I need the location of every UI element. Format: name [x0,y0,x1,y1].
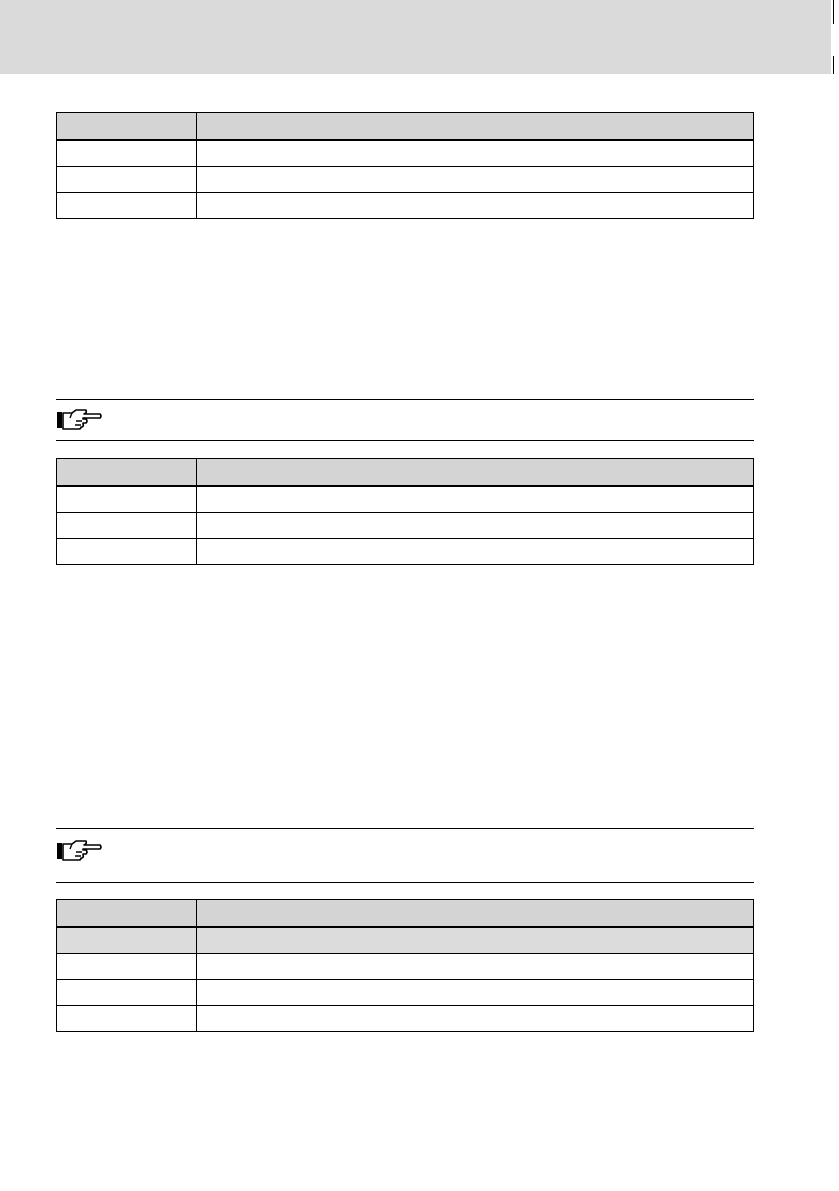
table-header-row [57,459,754,487]
table-header-cell [197,113,754,141]
table-header-row [57,113,754,141]
table-header-row [57,900,754,928]
table-cell [197,513,754,539]
table-row [57,167,754,193]
table-header-cell [197,900,754,928]
table-row [57,140,754,167]
table-row [57,980,754,1006]
table-row [57,954,754,980]
table-cell [57,1006,197,1032]
table-row [57,486,754,513]
table-cell [197,927,754,954]
table-cell [197,193,754,219]
table-header-cell [197,459,754,487]
table-cell [57,193,197,219]
table-header-cell [57,900,197,928]
table-cell [57,980,197,1006]
table-row [57,513,754,539]
pointing-hand-icon [56,840,102,862]
parameter-table-3 [56,899,754,1032]
table-cell [57,927,197,954]
table-cell [57,954,197,980]
page-header-band [0,0,839,74]
table-cell [197,980,754,1006]
table-row [57,1006,754,1032]
table-header-cell [57,459,197,487]
table-row [57,927,754,954]
table-cell [197,140,754,167]
margin-rule-bottom [833,56,834,74]
parameter-table-1 [56,112,754,219]
table-cell [57,513,197,539]
note-box-1 [56,399,754,441]
table-cell [197,486,754,513]
table-cell [57,486,197,513]
table-cell [197,167,754,193]
table-header-cell [57,113,197,141]
table-row [57,539,754,565]
margin-rule-top [833,0,834,24]
table-cell [57,539,197,565]
note-box-2 [56,828,754,883]
parameter-table-2 [56,458,754,565]
table-cell [57,167,197,193]
pointing-hand-icon [56,409,102,431]
table-cell [197,1006,754,1032]
table-cell [197,954,754,980]
table-cell [197,539,754,565]
table-cell [57,140,197,167]
table-row [57,193,754,219]
